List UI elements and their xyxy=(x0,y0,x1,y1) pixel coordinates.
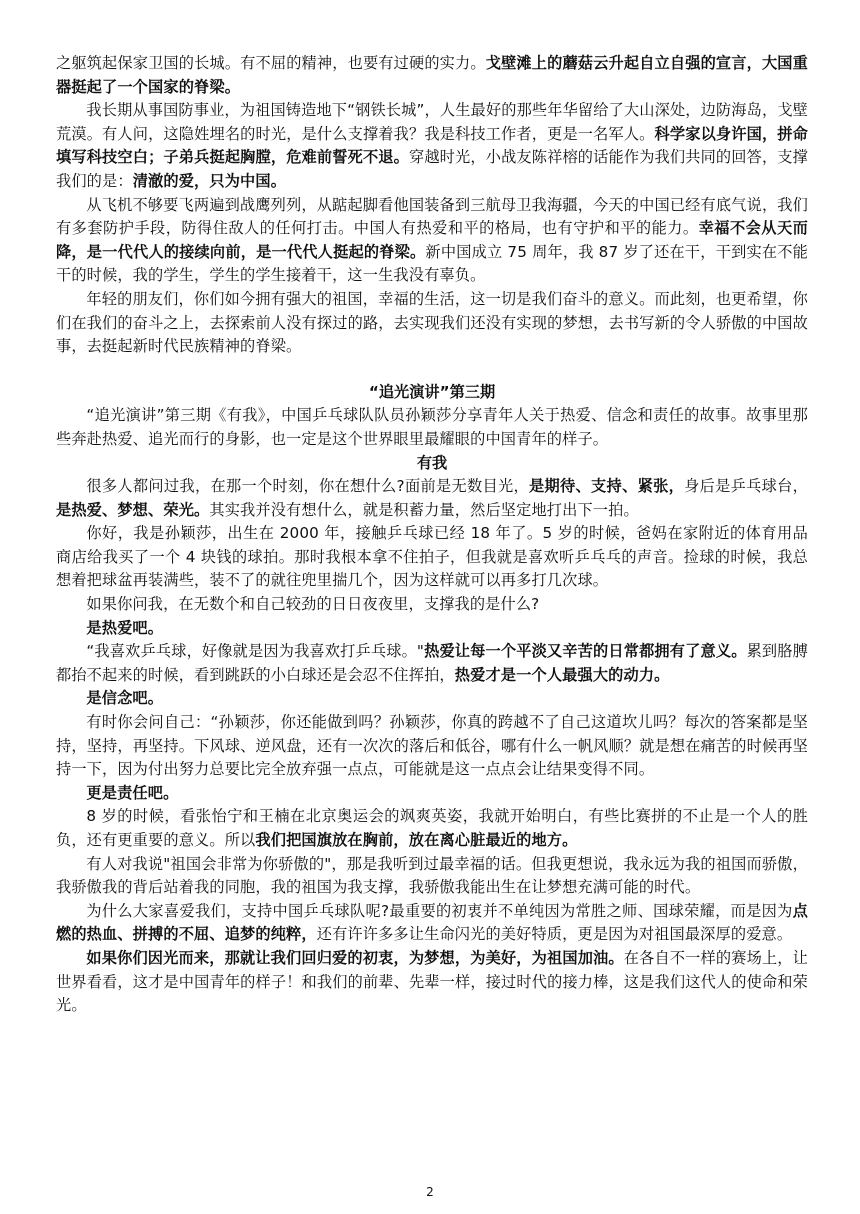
page-number: 2 xyxy=(426,1185,434,1199)
text-run: 从飞机不够要飞两遍到战鹰列列，从踮起脚看他国装备到三航母卫我海疆，今天的中国已经有底气说，我们有多套防护手段，防得住敌人的任何打击。中国人有热爱和平的格局，也有守护和平的能力。 xyxy=(56,195,808,238)
paragraph xyxy=(56,475,808,522)
paragraph xyxy=(56,52,808,99)
bold-text-run: 更是责任吧。 xyxy=(86,783,179,802)
bold-text-run: 我们把国旗放在胸前，放在离心脏最近的地方。 xyxy=(255,831,578,849)
text-run: 如果你问我，在无数个和自己较劲的日日夜夜里，支撑我的是什么? xyxy=(86,595,540,614)
paragraph xyxy=(56,900,808,947)
bold-text-run: 热爱才是一个人最强大的动力。 xyxy=(454,665,670,684)
section-intro: “追光演讲”第三期《有我》，中国乒乓球队队员孙颖莎分享青年人关于热爱、信念和责任的故事。故事里那些奔赴热爱、追光而行的身影，也一定是这个世界眼里最耀眼的中国青年的样子。 xyxy=(56,406,808,448)
bold-text-run: 幸福不会从天而降，是一代代人的接续向前，是一代代人挺起的脊梁。 xyxy=(56,219,808,261)
text-run: 你好，我是孙颖莎，出生在 2000 年，接触乒乓球已经 18 年了。5 岁的时候，爸妈在家附近的体育用品商店给我买了一个 4 块钱的球拍。那时我根本拿不住拍子，但我就是喜欢听乒乓乓的声音。捡球的时候，我总想着把球盆再装满些，装不了的就往兜里揣几个，因为这样就可以再多打几次球。 xyxy=(56,524,808,590)
paragraph xyxy=(56,194,808,288)
bold-text-run: 是热爱吧。 xyxy=(86,618,164,637)
text-run: 有时你会问自己：“孙颖莎，你还能做到吗？孙颖莎，你真的跨越不了自己这道坎儿吗？每次的答案都是坚持，坚持，再坚持。下风球、逆风盘，还有一次次的落后和低谷，哪有什么一帆风顺？就是想在痛苦的时候再坚持一下，因为付出努力总要比完全放弃强一点点，可能就是这一点点会让结果变得不同。 xyxy=(56,713,808,779)
bold-text-run: 是热爱、梦想、荣光。 xyxy=(56,500,210,519)
paragraph xyxy=(56,711,808,782)
document-body xyxy=(56,52,808,1018)
section-title: “追光演讲”第三期 xyxy=(368,382,496,401)
text-run: 其实我并没有想什么，就是积蓄力量，然后坚定地打出下一拍。 xyxy=(209,500,639,519)
text-run: 有人对我说"祖国会非常为你骄傲的"，那是我听到过最幸福的话。但我更想说，我永远为我的祖国而骄傲，我骄傲我的背后站着我的同胞，我的祖国为我支撑，我骄傲我能出生在让梦想充满可能的时代。 xyxy=(56,854,808,897)
text-run: 还有许许多多让生命闪光的美好特质，更是因为对祖国最深厚的爱意。 xyxy=(316,925,793,944)
bold-text-run: 清澈的爱，只为中国。 xyxy=(132,171,287,190)
speech-part-two xyxy=(56,475,808,1018)
text-run: 身后是乒乓球台， xyxy=(684,477,809,496)
paragraph xyxy=(56,782,808,806)
speech-part-one xyxy=(56,52,808,359)
paragraph xyxy=(56,522,808,593)
speech-subtitle: 有我 xyxy=(416,453,448,472)
bold-text-run: 是期待、支持、紧张， xyxy=(529,477,685,496)
paragraph xyxy=(56,805,808,852)
paragraph xyxy=(56,593,808,617)
text-run: 年轻的朋友们，你们如今拥有强大的祖国，幸福的生活，这一切是我们奋斗的意义。而此刻，也更希望，你们在我们的奋斗之上，去探索前人没有探过的路，去实现我们还没有实现的梦想，去书写新的令人骄傲的中国故事，去挺起新时代民族精神的脊梁。 xyxy=(56,289,808,356)
bold-text-run: 戈壁滩上的蘑菇云升起自立自强的宣言，大国重器挺起了一个国家的脊梁。 xyxy=(56,54,808,96)
text-run: 为什么大家喜爱我们，支持中国乒乓球队呢?最重要的初衷并不单纯因为常胜之师、国球荣耀，而是因为 xyxy=(86,901,793,920)
paragraph xyxy=(56,640,808,687)
text-run: “我喜欢乒乓球，好像就是因为我喜欢打乒乓球。" xyxy=(86,642,425,661)
text-run: 我长期从事国防事业，为祖国铸造地下“钢铁长城”，人生最好的那些年华留给了大山深处，边防海岛，戈壁荒漠。有人问，这隐姓埋名的时光，是什么支撑着我？我是科技工作者，更是一名军人。 xyxy=(56,101,808,143)
text-run: 8 岁的时候，看张怡宁和王楠在北京奥运会的飒爽英姿，我就开始明白，有些比赛拼的不止是一个人的胜负，还有更重要的意义。所以 xyxy=(56,807,808,849)
bold-text-run: 点燃的热血、拼搏的不屈、追梦的纯粹， xyxy=(56,901,808,944)
text-run: 之躯筑起保家卫国的长城。有不屈的精神，也要有过硬的实力。 xyxy=(56,54,486,72)
text-run: 很多人都问过我，在那一个时刻，你在想什么?面前是无数目光， xyxy=(86,477,530,496)
bold-text-run: 是信念吧。 xyxy=(86,689,164,708)
paragraph xyxy=(56,99,808,193)
paragraph xyxy=(56,947,808,1018)
paragraph xyxy=(56,687,808,711)
paragraph xyxy=(56,617,808,641)
text-run: 新中国成立 75 周年，我 87 岁了还在干，干到实在不能干的时候，我的学生，学生的学生接着干，这一生我没有辜负。 xyxy=(56,242,808,285)
bold-text-run: 如果你们因光而来，那就让我们回归爱的初衷，为梦想，为美好，为祖国加油。 xyxy=(86,948,624,967)
text-run: 在各自不一样的赛场上，让世界看看，这才是中国青年的样子！和我们的前辈、先辈一样，接过时代的接力棒，这是我们这代人的使命和荣光。 xyxy=(56,948,808,1015)
bold-text-run: 热爱让每一个平淡又辛苦的日常都拥有了意义。 xyxy=(424,642,747,661)
paragraph xyxy=(56,288,808,359)
text-run: 累到胳膊都抬不起来的时候，看到跳跃的小白球还是会忍不住挥拍， xyxy=(56,642,808,684)
bold-text-run: 科学家以身许国，拼命填写科技空白；子弟兵挺起胸膛，危难前誓死不退。 xyxy=(56,124,808,167)
paragraph xyxy=(56,853,808,900)
text-run: 穿越时光，小战友陈祥榕的话能作为我们共同的回答，支撑我们的是： xyxy=(56,148,808,190)
